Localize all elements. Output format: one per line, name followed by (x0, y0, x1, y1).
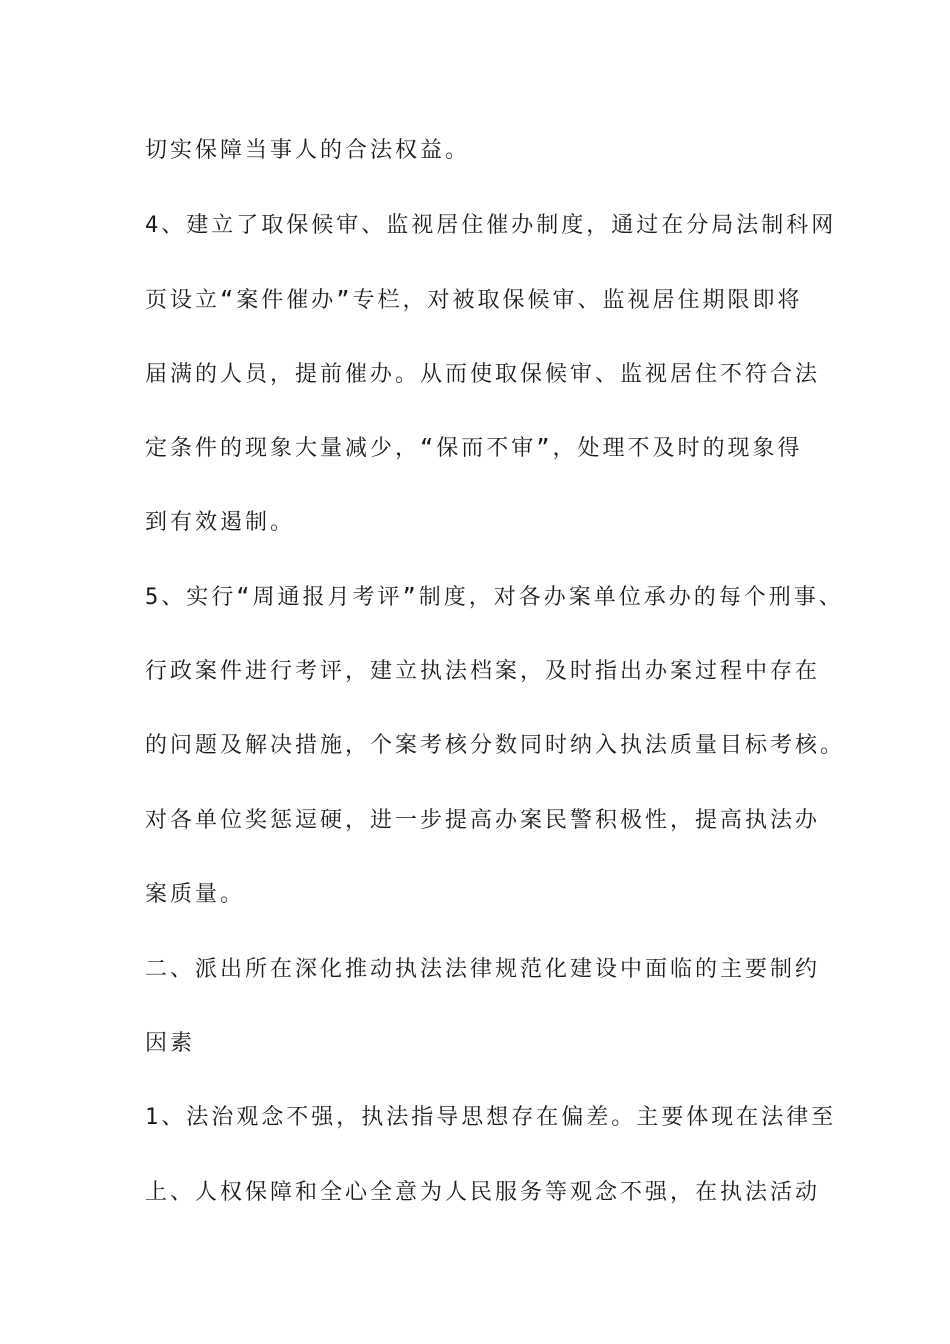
text-line: 切实保障当事人的合法权益。 (145, 138, 471, 163)
text-line: 上、人权保障和全心全意为人民服务等观念不强，在执法活动 (145, 1180, 821, 1205)
text-line: 页设立“案件催办”专栏，对被取保候审、监视居住期限即将 (145, 288, 803, 313)
text-line: 4、建立了取保候审、监视居住催办制度，通过在分局法制科网 (145, 213, 837, 238)
text-line: 到有效遏制。 (145, 510, 296, 535)
text-line: 定条件的现象大量减少，“保而不审”，处理不及时的现象得 (145, 436, 803, 461)
text-line: 行政案件进行考评，建立执法档案，及时指出办案过程中存在 (145, 659, 821, 684)
section-heading: 因素 (145, 1031, 196, 1056)
text-line: 案质量。 (145, 882, 246, 907)
text-line: 届满的人员，提前催办。从而使取保候审、监视居住不符合法 (145, 362, 821, 387)
section-heading: 二、派出所在深化推动执法法律规范化建设中面临的主要制约 (145, 957, 821, 982)
text-line: 5、实行“周通报月考评”制度，对各办案单位承办的每个刑事、 (145, 585, 844, 610)
text-line: 1、法治观念不强，执法指导思想存在偏差。主要体现在法律至 (145, 1105, 837, 1130)
text-line: 对各单位奖惩逗硬，进一步提高办案民警积极性，提高执法办 (145, 808, 821, 833)
text-line: 的问题及解决措施，个案考核分数同时纳入执法质量目标考核。 (145, 733, 846, 758)
